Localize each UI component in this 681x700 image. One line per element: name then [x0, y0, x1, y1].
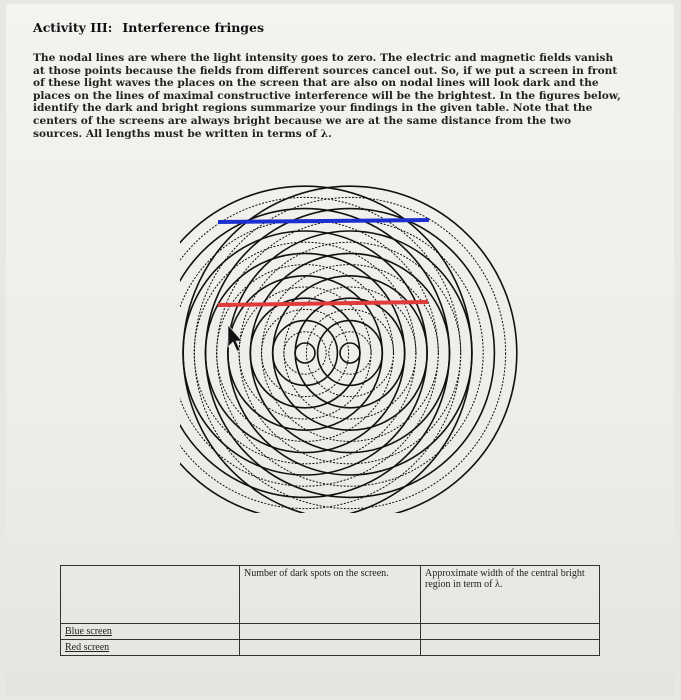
- interference-figure: [180, 183, 580, 513]
- blue-width-cell[interactable]: [421, 624, 600, 640]
- activity-title: Interference fringes: [122, 20, 265, 35]
- wavefront-ring-right: [183, 186, 517, 513]
- red-width-cell[interactable]: [421, 640, 600, 656]
- wavefront-ring-left: [284, 332, 326, 374]
- wavefront-ring-right: [329, 332, 371, 374]
- red-dark-spots-cell[interactable]: [240, 640, 421, 656]
- table-row: [61, 624, 600, 640]
- wavefront-ring-right: [295, 298, 405, 408]
- cursor-arrow-icon: [228, 325, 242, 351]
- wavefront-ring-left: [180, 197, 461, 508]
- wavefront-ring-left: [250, 298, 360, 408]
- wavefront-ring-right: [284, 287, 416, 419]
- wavefront-ring-right: [318, 321, 383, 386]
- wavefront-ring-left: [180, 186, 472, 513]
- results-table: [60, 565, 600, 656]
- source-left-wavefronts: [180, 186, 472, 513]
- wavefront-ring-left: [180, 220, 438, 486]
- wavefront-ring-left: [205, 253, 404, 452]
- table-row: [61, 640, 600, 656]
- header-central-width: Approximate width of the central bright region in term of λ.: [421, 566, 600, 624]
- wavefront-ring-left: [239, 287, 371, 419]
- source-right-wavefronts: [183, 186, 517, 513]
- table-header-row: [61, 566, 600, 624]
- wavefront-ring-right: [340, 343, 360, 363]
- wavefront-ring-right: [194, 197, 505, 508]
- row-label-blue-screen: Blue screen: [61, 624, 240, 640]
- instructions-paragraph: The nodal lines are where the light intensity goes to zero. The electric and magnetic fields vanish at those points because the fields from different sources cancel out. So, if we put a screen in front of these light waves the places on the screen that are also on nodal lines will look dark and the places on the lines of maximal constructive interference will be the brightest. In the figures below, identify the dark and bright regions summarize your findings in the given table. Note that the centers of the screens are always bright because we are at the same distance from the two sources. All lengths must be written in terms of λ.: [33, 52, 621, 140]
- row-label-red-screen: Red screen: [61, 640, 240, 656]
- header-cell-empty: [61, 566, 240, 624]
- header-dark-spots: Number of dark spots on the screen.: [240, 566, 421, 624]
- blue-dark-spots-cell[interactable]: [240, 624, 421, 640]
- wavefront-ring-right: [250, 253, 449, 452]
- wavefront-ring-left: [295, 343, 315, 363]
- red-screen-line: [218, 302, 428, 305]
- blue-screen-line: [218, 220, 429, 222]
- activity-heading: [33, 20, 264, 35]
- activity-label: Activity III:: [33, 20, 113, 35]
